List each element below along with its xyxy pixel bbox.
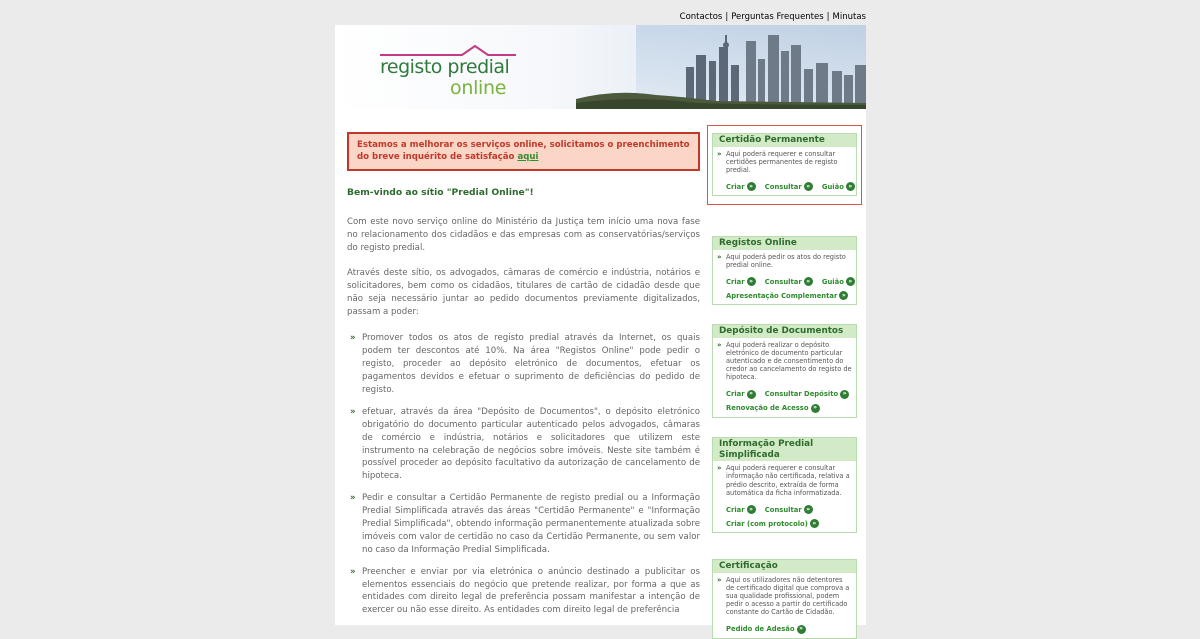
deposito-documentos-box [712,324,857,418]
box-description: Aqui os utilizadores não detentores de certificado digital que comprova a sua qualidade profissional, podem pedir o acesso a partir do certificado constante do Cartão de Cidadão. [726,575,850,617]
box-title: Certidão Permanente [713,134,856,147]
arrow-right-icon: » [747,182,756,191]
apresentacao-complementar-link[interactable]: Apresentação Complementar » [726,291,848,300]
list-item: » efetuar, através da área "Depósito de Documentos", o depósito eletrónico obrigatório do documento particular autenticado pelos advogados, câmaras de comércio e indústria, notários e solicitadores que utilizem este instrumento na celebração de negócios sobre imóveis. Neste site também é possível proceder ao depósito facultativo da autorização de cancelamento de hipoteca. [350,406,700,482]
box-title: Registos Online [713,237,856,250]
chevron-icon: » [717,252,722,261]
header-banner [335,25,866,109]
arrow-right-icon: » [747,390,756,399]
chevron-icon: » [717,575,722,584]
roof-logo-icon [380,43,520,57]
list-item: » Promover todos os atos de registo predial através da Internet, os quais podem ter descontos até 10%. Na área "Registos Online" pode pedir o registo, proceder ao depósito eletrónico de documentos, efetuar os pagamentos devidos e efetuar o suprimento de deficiências do pedido de registo. [350,333,700,395]
faq-link[interactable]: Perguntas Frequentes [731,12,824,22]
survey-notice [347,132,700,171]
informacao-consultar-link[interactable]: Consultar » [765,505,813,514]
certidao-consultar-link[interactable]: Consultar » [765,182,813,191]
registos-criar-link[interactable]: Criar » [726,277,756,286]
intro-paragraph: Com este novo serviço online do Ministério da Justiça tem início uma nova fase no relacionamento dos cidadãos e das empresas com as conservatórias/serviços do registo predial. [347,217,700,253]
top-links: Contactos | Perguntas Frequentes | Minutas [679,12,866,22]
certidao-guiao-link[interactable]: Guião » [822,182,855,191]
registos-guiao-link[interactable]: Guião » [822,277,855,286]
welcome-heading: Bem-vindo ao sítio "Predial Online"! [347,187,534,199]
bullet-chevron-icon: » [350,406,356,417]
box-description: Aqui poderá pedir os atos do registo predial online. [726,252,846,269]
notice-text: Estamos a melhorar os serviços online, solicitamos o preenchimento do breve inquérito de satisfação [357,140,690,162]
arrow-right-icon: » [811,404,820,413]
registos-online-box [712,236,857,305]
list-item: » Preencher e enviar por via eletrónica o anúncio destinado a publicitar os elementos essenciais do negócio que pretende realizar, por forma a que as entidades com direito legal de preferência possam manifestar a intenção de exercer ou não esse direito. As entidades com direito legal de preferência [350,566,700,616]
arrow-right-icon: » [797,625,806,634]
arrow-right-icon: » [804,182,813,191]
certidao-permanente-box [712,133,857,196]
arrow-right-icon: » [840,390,849,399]
box-description: Aqui poderá requerer e consultar informação não certificada, relativa a prédio descrito, extraída de forma automática da ficha informatizada. [726,464,850,497]
list-item: » Pedir e consultar a Certidão Permanente de registo predial ou a Informação Predial Simplificada através das áreas "Certidão Permanente" e "Informação Predial Simplificada", obtendo informação permanentemente atualizada sobre imóveis com valor de certidão no caso da Certidão Permanente, ou sem valor no caso da Informação Predial Simplificada. [350,493,700,555]
bullet-chevron-icon: » [350,493,356,504]
box-title: Certificação [713,560,856,573]
audience-paragraph: Através deste sítio, os advogados, câmaras de comércio e indústria, notários e solicitadores, bem como os cidadãos, titulares de cartão de cidadão desde que não seja necessário juntar ao pedido documentos previamente digitalizados, passam a poder: [347,267,700,317]
chevron-icon: » [717,464,722,473]
criar-com-protocolo-link[interactable]: Criar (com protocolo) » [726,519,819,528]
arrow-right-icon: » [804,277,813,286]
bullet-chevron-icon: » [350,566,356,577]
box-title: Informação Predial Simplificada [713,438,856,461]
certidao-criar-link[interactable]: Criar » [726,182,756,191]
informacao-criar-link[interactable]: Criar » [726,505,756,514]
chevron-icon: » [717,149,722,158]
arrow-right-icon: » [839,291,848,300]
arrow-right-icon: » [846,182,855,191]
registos-consultar-link[interactable]: Consultar » [765,277,813,286]
survey-link[interactable]: aqui [517,151,539,162]
consultar-deposito-link[interactable]: Consultar Depósito » [765,390,849,399]
city-skyline-image [576,25,866,109]
box-description: Aqui poderá requerer e consultar certidões permanentes de registo predial. [726,149,838,175]
arrow-right-icon: » [747,277,756,286]
feature-list [347,332,700,617]
arrow-right-icon: » [846,277,855,286]
box-title: Depósito de Documentos [713,325,856,338]
bullet-chevron-icon: » [350,333,356,344]
minutas-link[interactable]: Minutas [832,12,866,22]
main-content [347,132,700,626]
logo-line1: registo predial [380,56,510,78]
deposito-criar-link[interactable]: Criar » [726,390,756,399]
box-description: Aqui poderá realizar o depósito eletrónico de documento particular autenticado e de consentimento do credor ao cancelamento do registo de hipoteca. [726,340,852,382]
contactos-link[interactable]: Contactos [679,12,723,22]
certificacao-box [712,559,857,639]
page-container [335,25,866,634]
arrow-right-icon: » [810,519,819,528]
renovacao-acesso-link[interactable]: Renovação de Acesso » [726,404,820,413]
arrow-right-icon: » [747,505,756,514]
pedido-adesao-link[interactable]: Pedido de Adesão » [726,625,806,634]
arrow-right-icon: » [804,505,813,514]
logo-line2: online [450,77,507,99]
informacao-predial-box [712,437,857,533]
chevron-icon: » [717,340,722,349]
